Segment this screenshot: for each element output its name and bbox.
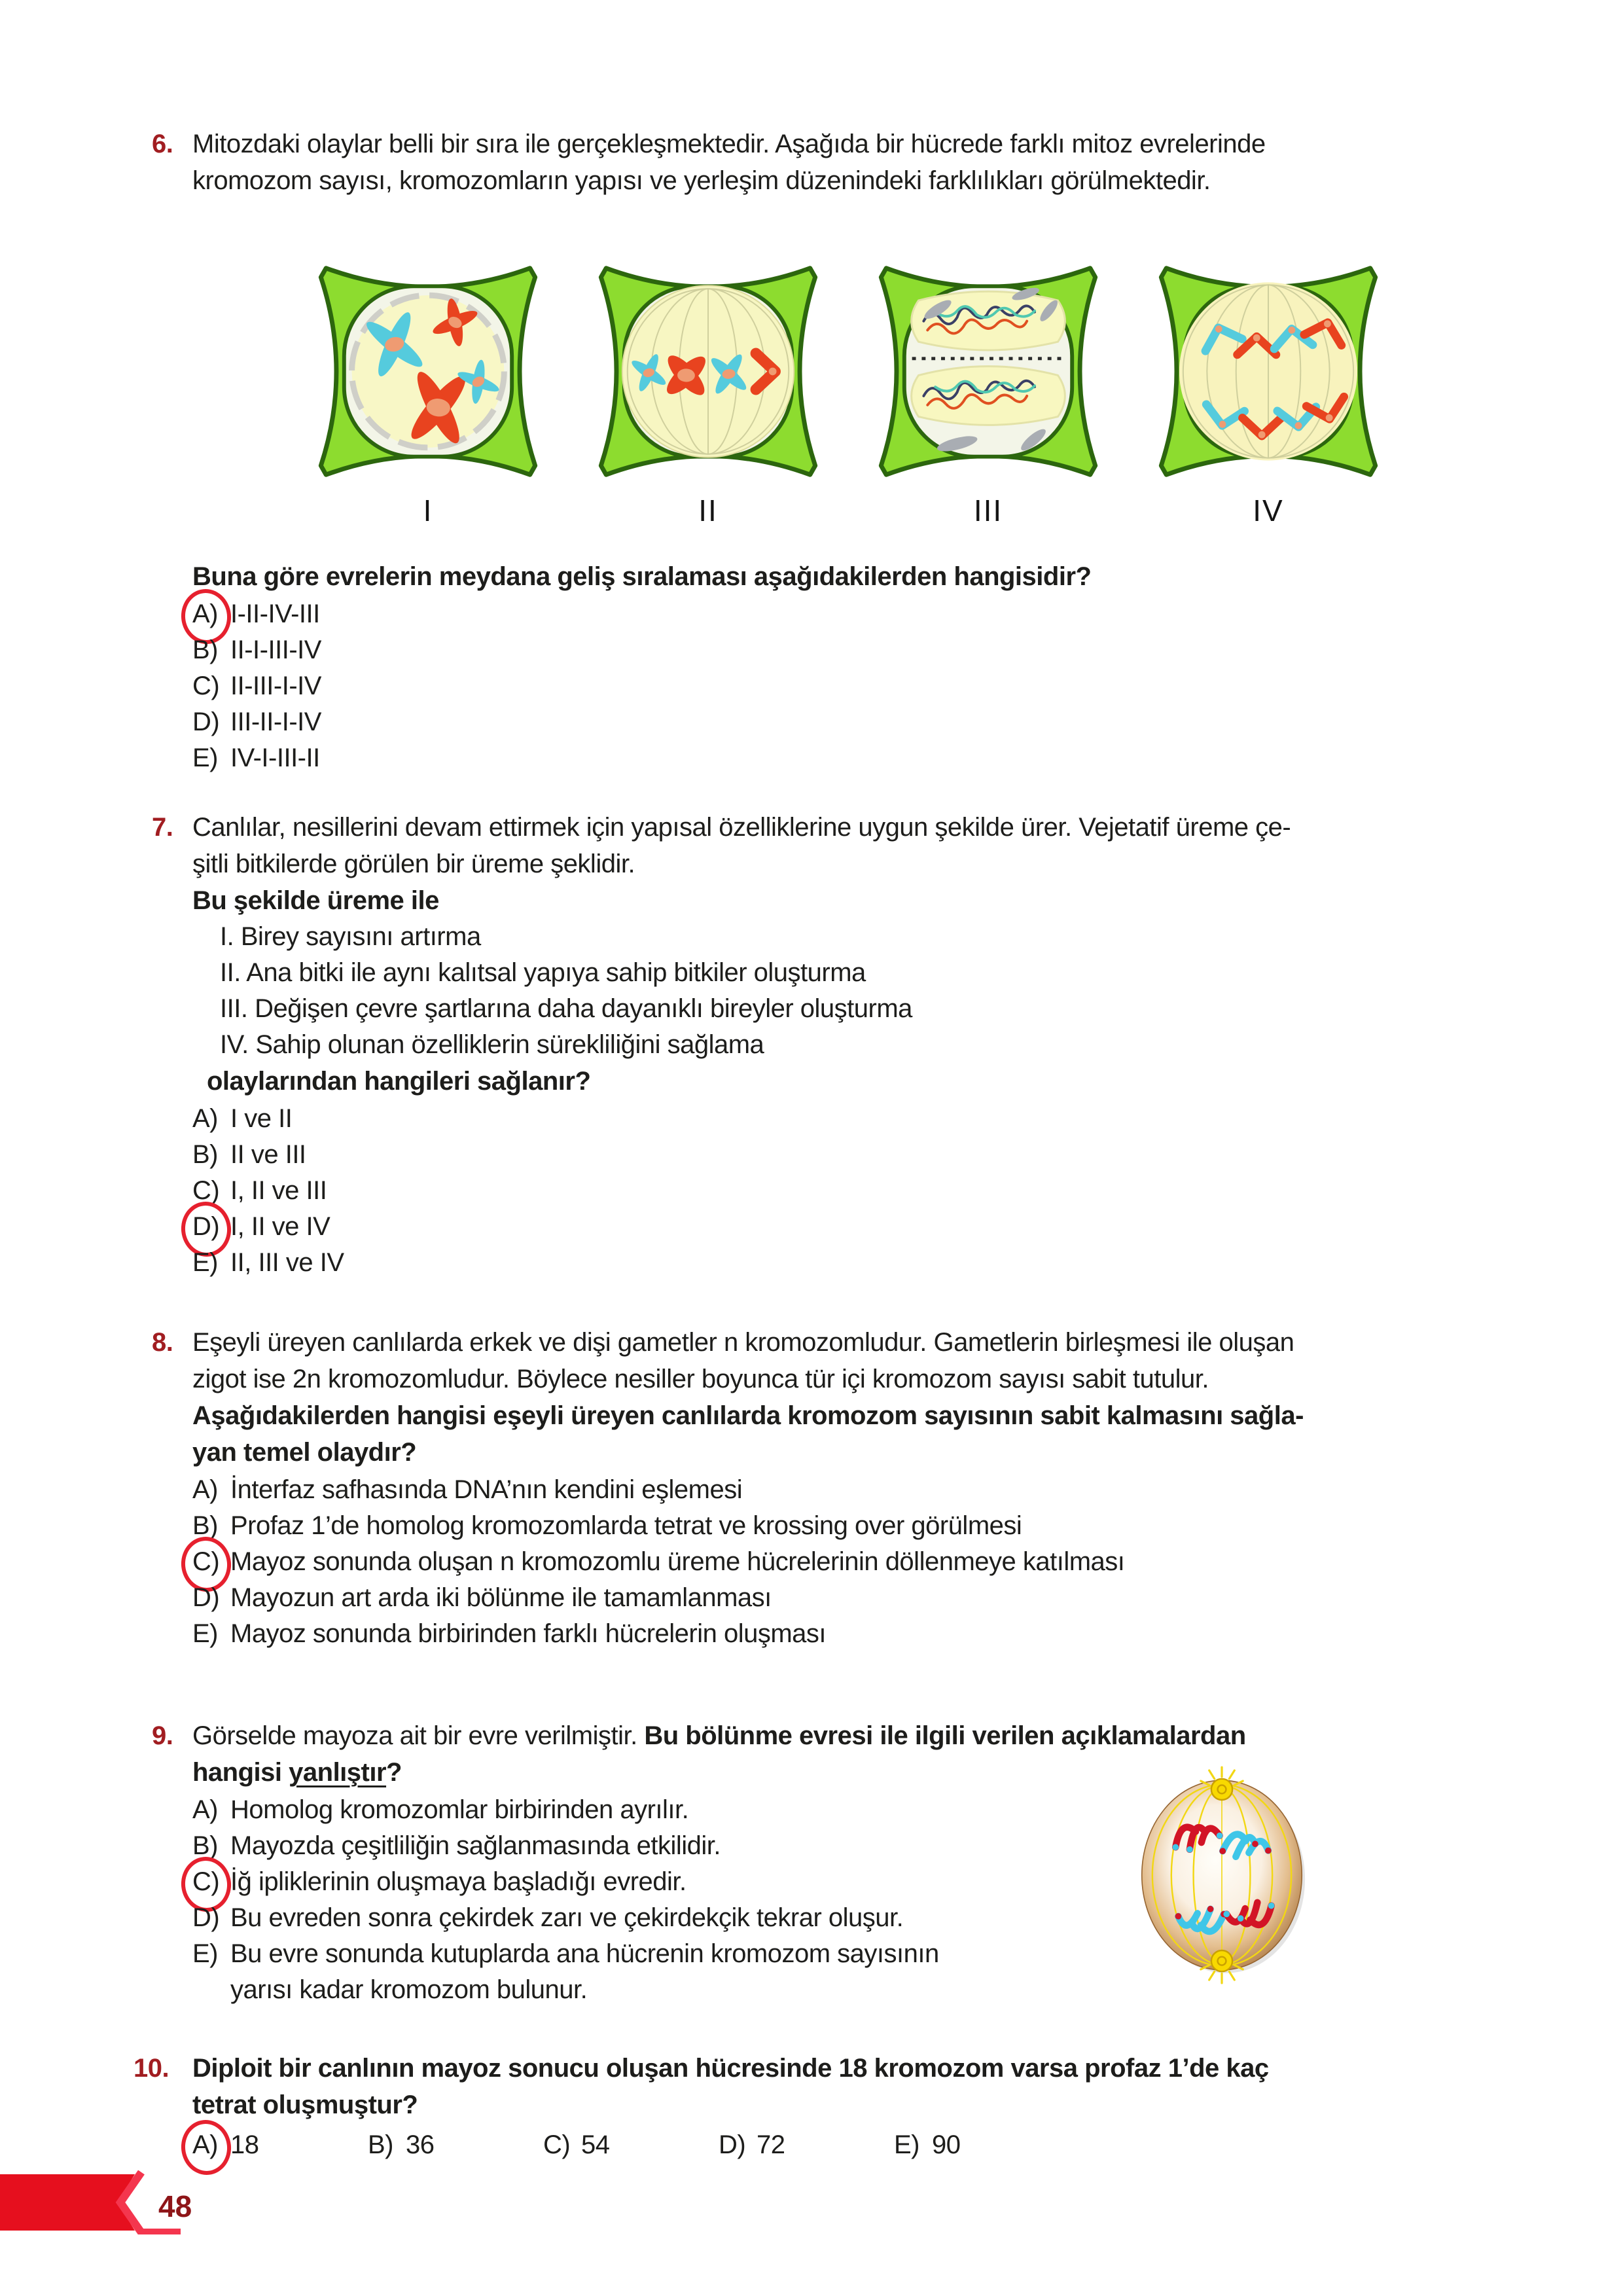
figure-mitosis-stage-1 [317, 255, 539, 528]
roman-item-2: II. Ana bitki ile aynı kalıtsal yapıya sahip bitkiler oluşturma [220, 958, 866, 987]
answer-circle: A) [192, 596, 230, 632]
question-7 [152, 809, 1495, 1281]
option-d: D) I, II ve IV [192, 1209, 1495, 1245]
question-10 [134, 2050, 1495, 2163]
question-6-options [192, 596, 1495, 776]
figure-label: I [423, 493, 433, 528]
mitosis-figures-row [317, 255, 1495, 528]
question-7-options [192, 1101, 1495, 1281]
question-7-text-line2: şitli bitkilerde görülen bir üreme şeklidir. [192, 850, 635, 878]
question-10-stem-line1: Diploit bir canlının mayoz sonucu oluşan hücresinde 18 kromozom varsa profaz 1’de kaç [192, 2054, 1269, 2083]
figure-mitosis-stage-3 [877, 255, 1099, 528]
option-c: C) 54 [543, 2130, 610, 2159]
option-a: A) 18 [192, 2127, 368, 2163]
question-8-stem-line2: yan temel olaydır? [192, 1438, 417, 1467]
question-6-number: 6. [152, 130, 173, 158]
option-a: A) I-II-IV-III [192, 596, 1495, 632]
question-8-stem-line1: Aşağıdakilerden hangisi eşeyli üreyen canlılarda kromozom sayısının sabit kalmasını sağla- [192, 1401, 1304, 1430]
question-8-number: 8. [152, 1328, 173, 1357]
answer-circle: C) [192, 1864, 230, 1900]
question-9 [152, 1717, 1495, 2008]
option-c: C) Mayoz sonunda oluşan n kromozomlu üreme hücrelerinin döllenmeye katılması [192, 1544, 1495, 1580]
option-e: E) IV-I-III-II [192, 744, 320, 772]
option-b: B) II-I-III-IV [192, 636, 321, 664]
option-b: B) Profaz 1’de homolog kromozomlarda tetrat ve krossing over görülmesi [192, 1511, 1022, 1540]
option-e: E) II, III ve IV [192, 1248, 344, 1277]
roman-item-4: IV. Sahip olunan özelliklerin sürekliliğini sağlama [220, 1030, 764, 1059]
question-6 [152, 126, 1495, 776]
option-a: A) Homolog kromozomlar birbirinden ayrılır. [192, 1795, 689, 1824]
question-9-text-line2: hangisi yanlıştır? [192, 1758, 402, 1787]
option-a: A) I ve II [192, 1104, 293, 1133]
question-10-stem-line2: tetrat oluşmuştur? [192, 2090, 418, 2119]
question-9-number: 9. [152, 1721, 173, 1750]
underlined-word: yanlıştır [289, 1758, 387, 1787]
question-10-number: 10. [134, 2054, 169, 2083]
roman-item-1: I. Birey sayısını artırma [220, 922, 481, 951]
question-6-text-line2: kromozom sayısı, kromozomların yapısı ve yerleşim düzenindeki farklılıkları görülmektedir. [192, 166, 1211, 195]
page-footer [0, 2165, 1623, 2296]
option-d: D) Bu evreden sonra çekirdek zarı ve çekirdekçik tekrar oluşur. [192, 1903, 904, 1932]
option-d: D) III-II-I-IV [192, 708, 321, 736]
page-number: 48 [158, 2189, 192, 2223]
question-9-options [192, 1792, 984, 2008]
option-a: A) İnterfaz safhasında DNA’nın kendini eşlemesi [192, 1475, 743, 1504]
plant-cell-telophase-figure [877, 255, 1099, 488]
question-7-items [192, 919, 1495, 1063]
question-10-options [192, 2127, 1495, 2163]
option-c: C) I, II ve III [192, 1176, 327, 1205]
plant-cell-anaphase-figure [1157, 255, 1380, 488]
meiosis-anaphase-figure [1114, 1751, 1330, 1999]
question-6-text-line1: Mitozdaki olaylar belli bir sıra ile gerçekleşmektedir. Aşağıda bir hücrede farklı mitoz evrelerinde [192, 130, 1266, 158]
question-9-text-line1: Görselde mayoza ait bir evre verilmiştir. Bu bölünme evresi ile ilgili verilen açıklamalardan [192, 1721, 1246, 1750]
figure-mitosis-stage-2 [597, 255, 819, 528]
answer-circle: A) [192, 2127, 230, 2163]
question-8 [152, 1324, 1495, 1652]
option-d: D) 72 [719, 2130, 785, 2159]
option-b: B) Mayozda çeşitliliğin sağlanmasında etkilidir. [192, 1831, 721, 1860]
option-e: E) 90 [894, 2130, 961, 2159]
figure-label: II [698, 493, 718, 528]
answer-circle: D) [192, 1209, 230, 1245]
question-7-lead: Bu şekilde üreme ile [192, 886, 439, 915]
roman-item-3: III. Değişen çevre şartlarına daha dayanıklı bireyler oluşturma [220, 994, 912, 1023]
question-7-text-line1: Canlılar, nesillerini devam ettirmek için yapısal özelliklerine uygun şekilde ürer. Vejetatif üreme çe- [192, 813, 1291, 842]
figure-label: III [973, 493, 1003, 528]
option-b: B) 36 [368, 2130, 435, 2159]
figure-mitosis-stage-4 [1157, 255, 1380, 528]
option-e: E) Bu evre sonunda kutuplarda ana hücrenin kromozom sayısının yarısı kadar kromozom bulunur. [192, 1939, 939, 2004]
answer-circle: C) [192, 1544, 230, 1580]
question-7-number: 7. [152, 813, 173, 842]
option-d: D) Mayozun art arda iki bölünme ile tamamlanması [192, 1583, 772, 1612]
question-8-text-line2: zigot ise 2n kromozomludur. Böylece nesiller boyunca tür içi kromozom sayısı sabit tutulur. [192, 1365, 1209, 1393]
question-8-options [192, 1472, 1495, 1652]
option-b: B) II ve III [192, 1140, 306, 1169]
option-c: C) II-III-I-IV [192, 672, 321, 700]
question-6-stem: Buna göre evrelerin meydana geliş sıralaması aşağıdakilerden hangisidir? [192, 562, 1092, 591]
plant-cell-prophase-figure [317, 255, 539, 488]
plant-cell-metaphase-figure [597, 255, 819, 488]
option-c: C) İğ ipliklerinin oluşmaya başladığı evredir. [192, 1864, 984, 1900]
figure-label: IV [1253, 493, 1284, 528]
page-content [134, 126, 1495, 2163]
question-8-text-line1: Eşeyli üreyen canlılarda erkek ve dişi gametler n kromozomludur. Gametlerin birleşmesi ile oluşan [192, 1328, 1294, 1357]
option-e: E) Mayoz sonunda birbirinden farklı hücrelerin oluşması [192, 1619, 827, 1648]
question-7-stem: olaylarından hangileri sağlanır? [207, 1067, 591, 1096]
